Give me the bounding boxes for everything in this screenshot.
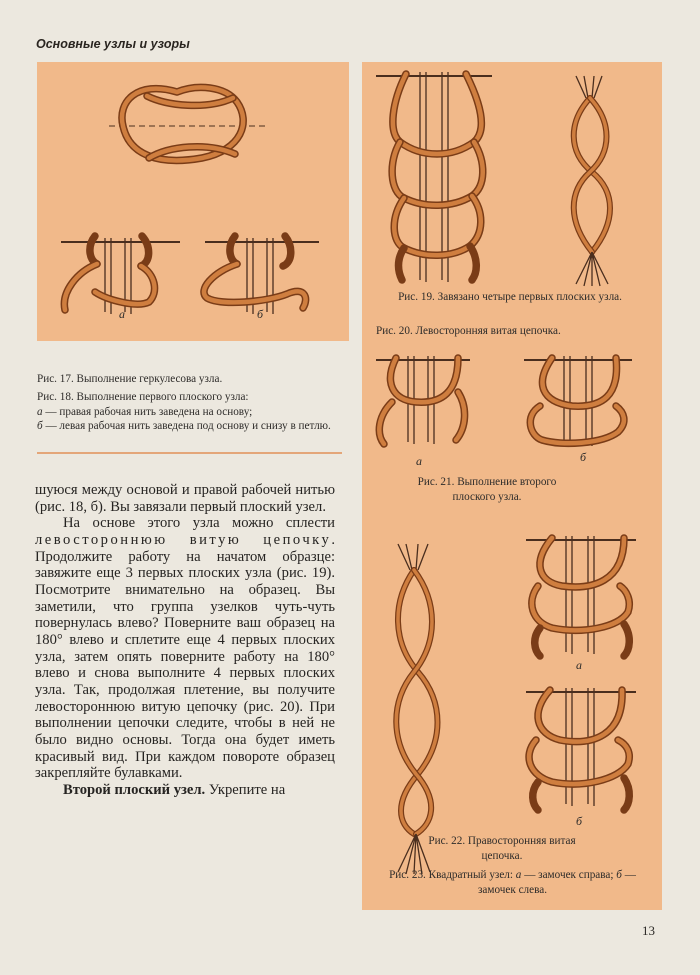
fig20-caption: Рис. 20. Левосторонняя витая цепочка. [376, 325, 561, 337]
fig23-caption-b-text: — замочек слева. [477, 869, 636, 896]
fig18-caption-a-letter: а [37, 405, 43, 418]
body-paragraph-3-rest: Укрепите на [205, 781, 286, 798]
body-paragraph-3 [35, 782, 335, 799]
body-text [35, 482, 335, 798]
fig23-caption-a-text: — замочек справа; [521, 869, 617, 881]
fig23b-label: б [576, 814, 583, 828]
body-paragraph-2 [35, 515, 335, 782]
body-paragraph-2-spaced: левостороннюю витую цепочку [35, 531, 332, 548]
fig23-caption-a-letter: а [515, 869, 522, 881]
fig18a-label: а [119, 307, 125, 321]
fig21a-label: а [416, 454, 422, 468]
fig18-caption-a-text: — правая рабочая нить заведена на основу; [42, 405, 253, 418]
fig18-caption-b-letter: б [37, 420, 43, 432]
illustration-panel-left [37, 62, 349, 341]
fig23-caption [380, 868, 645, 897]
body-paragraph-3-heading: Второй плоский узел. [63, 781, 206, 798]
fig18-caption-title: Рис. 18. Выполнение первого плоского узла: [37, 391, 249, 403]
body-paragraph-1: шуюся между основой и правой рабочей нитью (рис. 18, б). Вы завязали первый плоский узел. [35, 482, 335, 515]
fig21-caption: Рис. 21. Выполнение второго плоского узла. [417, 476, 557, 503]
fig19-caption: Рис. 19. Завязано четыре первых плоских узла. [398, 291, 622, 303]
fig21b-label: б [580, 450, 587, 464]
fig18-caption [37, 390, 342, 434]
caption-divider [37, 452, 342, 454]
body-paragraph-2-start: На основе этого узла можно сплести [63, 515, 335, 532]
fig22-caption: Рис. 22. Правосторонняя витая цепочка. [428, 835, 576, 862]
page-number: 13 [642, 923, 655, 938]
fig18-caption-b-text: — левая рабочая нить заведена под основу и снизу в петлю. [42, 420, 331, 432]
fig23-caption-prefix: Рис. 23. Квадратный узел: [389, 869, 516, 881]
fig17-caption: Рис. 17. Выполнение геркулесова узла. [37, 373, 223, 385]
running-head: Основные узлы и узоры [36, 37, 190, 51]
body-paragraph-2-rest: . Продолжите работу на начатом образце: завяжите еще 3 первых плоских узла (рис. 19). Посмотрите внимательно на образец. Вы заметили, что группа узелков чуть-чуть повернулась влево? Поверните ваш образец на 180° влево и сплетите еще 4 первых плоских узла, затем опять поверните работу на 180° влево и снова выполните 4 первых плоских узла. Так, продолжая плетение, вы получите левостороннюю витую цепочку (рис. 20). При выполнении цепочки следите, чтобы в ней не было видно основы. Тогда она будет иметь красивый вид. При каждом повороте образец закрепляйте булавками. [35, 531, 335, 782]
fig23a-label: а [576, 658, 582, 672]
fig18b-label: б [257, 307, 264, 321]
fig23-caption-b-letter: б [616, 869, 622, 881]
fig17-hercules-knot-illustration [37, 62, 349, 341]
illustration-panel-right [362, 62, 662, 910]
